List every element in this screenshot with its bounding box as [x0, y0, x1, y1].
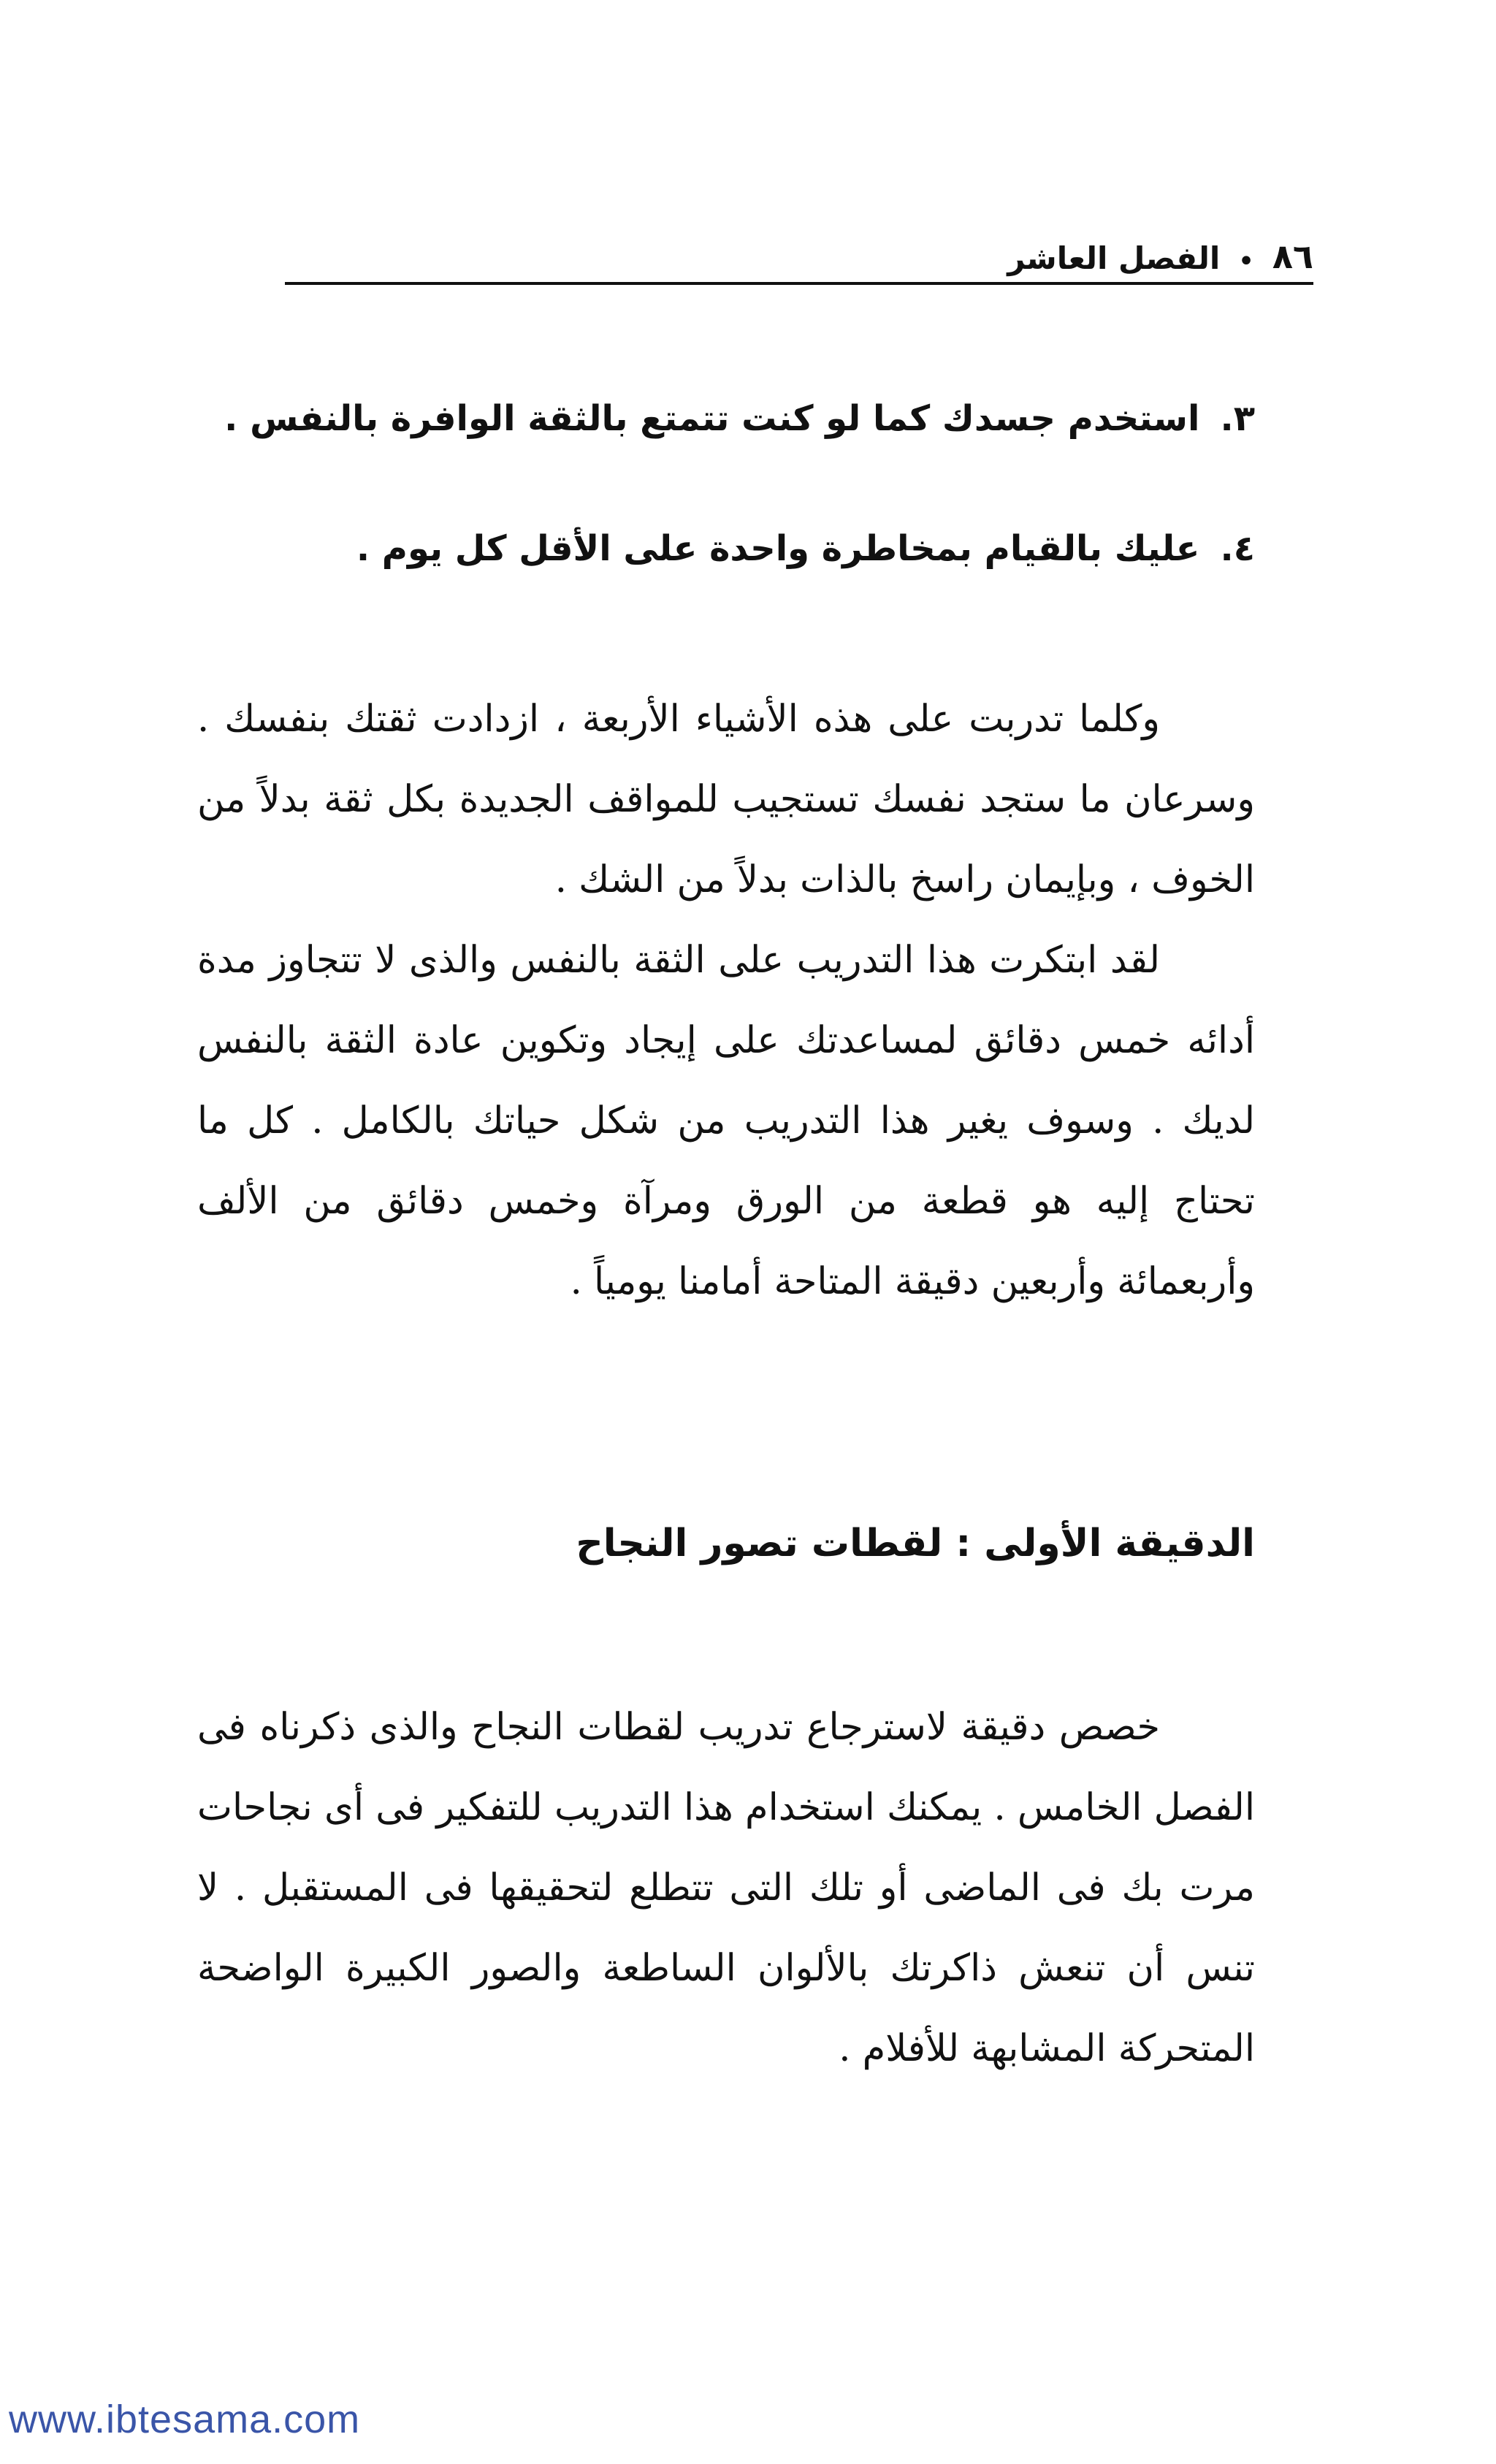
body-text	[197, 679, 1255, 1322]
list-item	[183, 398, 1255, 440]
paragraph: وكلما تدربت على هذه الأشياء الأربعة ، ازدادت ثقتك بنفسك . وسرعان ما ستجد نفسك تستجيب للمواقف الجديدة بكل ثقة بدلاً من الخوف ، وبإيمان راسخ بالذات بدلاً من الشك .	[197, 698, 1255, 901]
header-bullet: •	[1237, 245, 1255, 278]
paragraph: خصص دقيقة لاسترجاع تدريب لقطات النجاح والذى ذكرناه فى الفصل الخامس . يمكنك استخدام هذا التدريب للتفكير فى أى نجاحات مرت بك فى الماضى أو تلك التى تتطلع لتحقيقها فى المستقبل . لا تنس أن تنعش ذاكرتك بالألوان الساطعة والصور الكبيرة الواضحة المتحركة المشابهة للأفلام .	[197, 1706, 1255, 2070]
list-item	[183, 528, 1255, 571]
list-item-number: ٤.	[1220, 527, 1255, 569]
section-body-text	[197, 1687, 1255, 2089]
list-item-text: استخدم جسدك كما لو كنت تتمتع بالثقة الوافرة بالنفس .	[224, 398, 1200, 439]
list-item-text: عليك بالقيام بمخاطرة واحدة على الأقل كل يوم .	[356, 527, 1200, 569]
chapter-title: الفصل العاشر	[1007, 240, 1221, 276]
numbered-list	[183, 398, 1255, 657]
page-number: ٨٦	[1272, 237, 1313, 276]
section-heading: الدقيقة الأولى : لقطات تصور النجاح	[576, 1522, 1255, 1565]
paragraph: لقد ابتكرت هذا التدريب على الثقة بالنفس والذى لا تتجاوز مدة أدائه خمس دقائق لمساعدتك على إيجاد وتكوين عادة الثقة بالنفس لديك . وسوف يغير هذا التدريب من شكل حياتك بالكامل . كل ما تحتاج إليه هو قطعة من الورق ومرآة وخمس دقائق من الألف وأربعمائة وأربعين دقيقة المتاحة أمامنا يومياً .	[197, 939, 1255, 1303]
list-item-number: ٣.	[1220, 398, 1255, 439]
watermark: www.ibtesama.com	[9, 2398, 361, 2441]
running-header	[285, 219, 1313, 285]
